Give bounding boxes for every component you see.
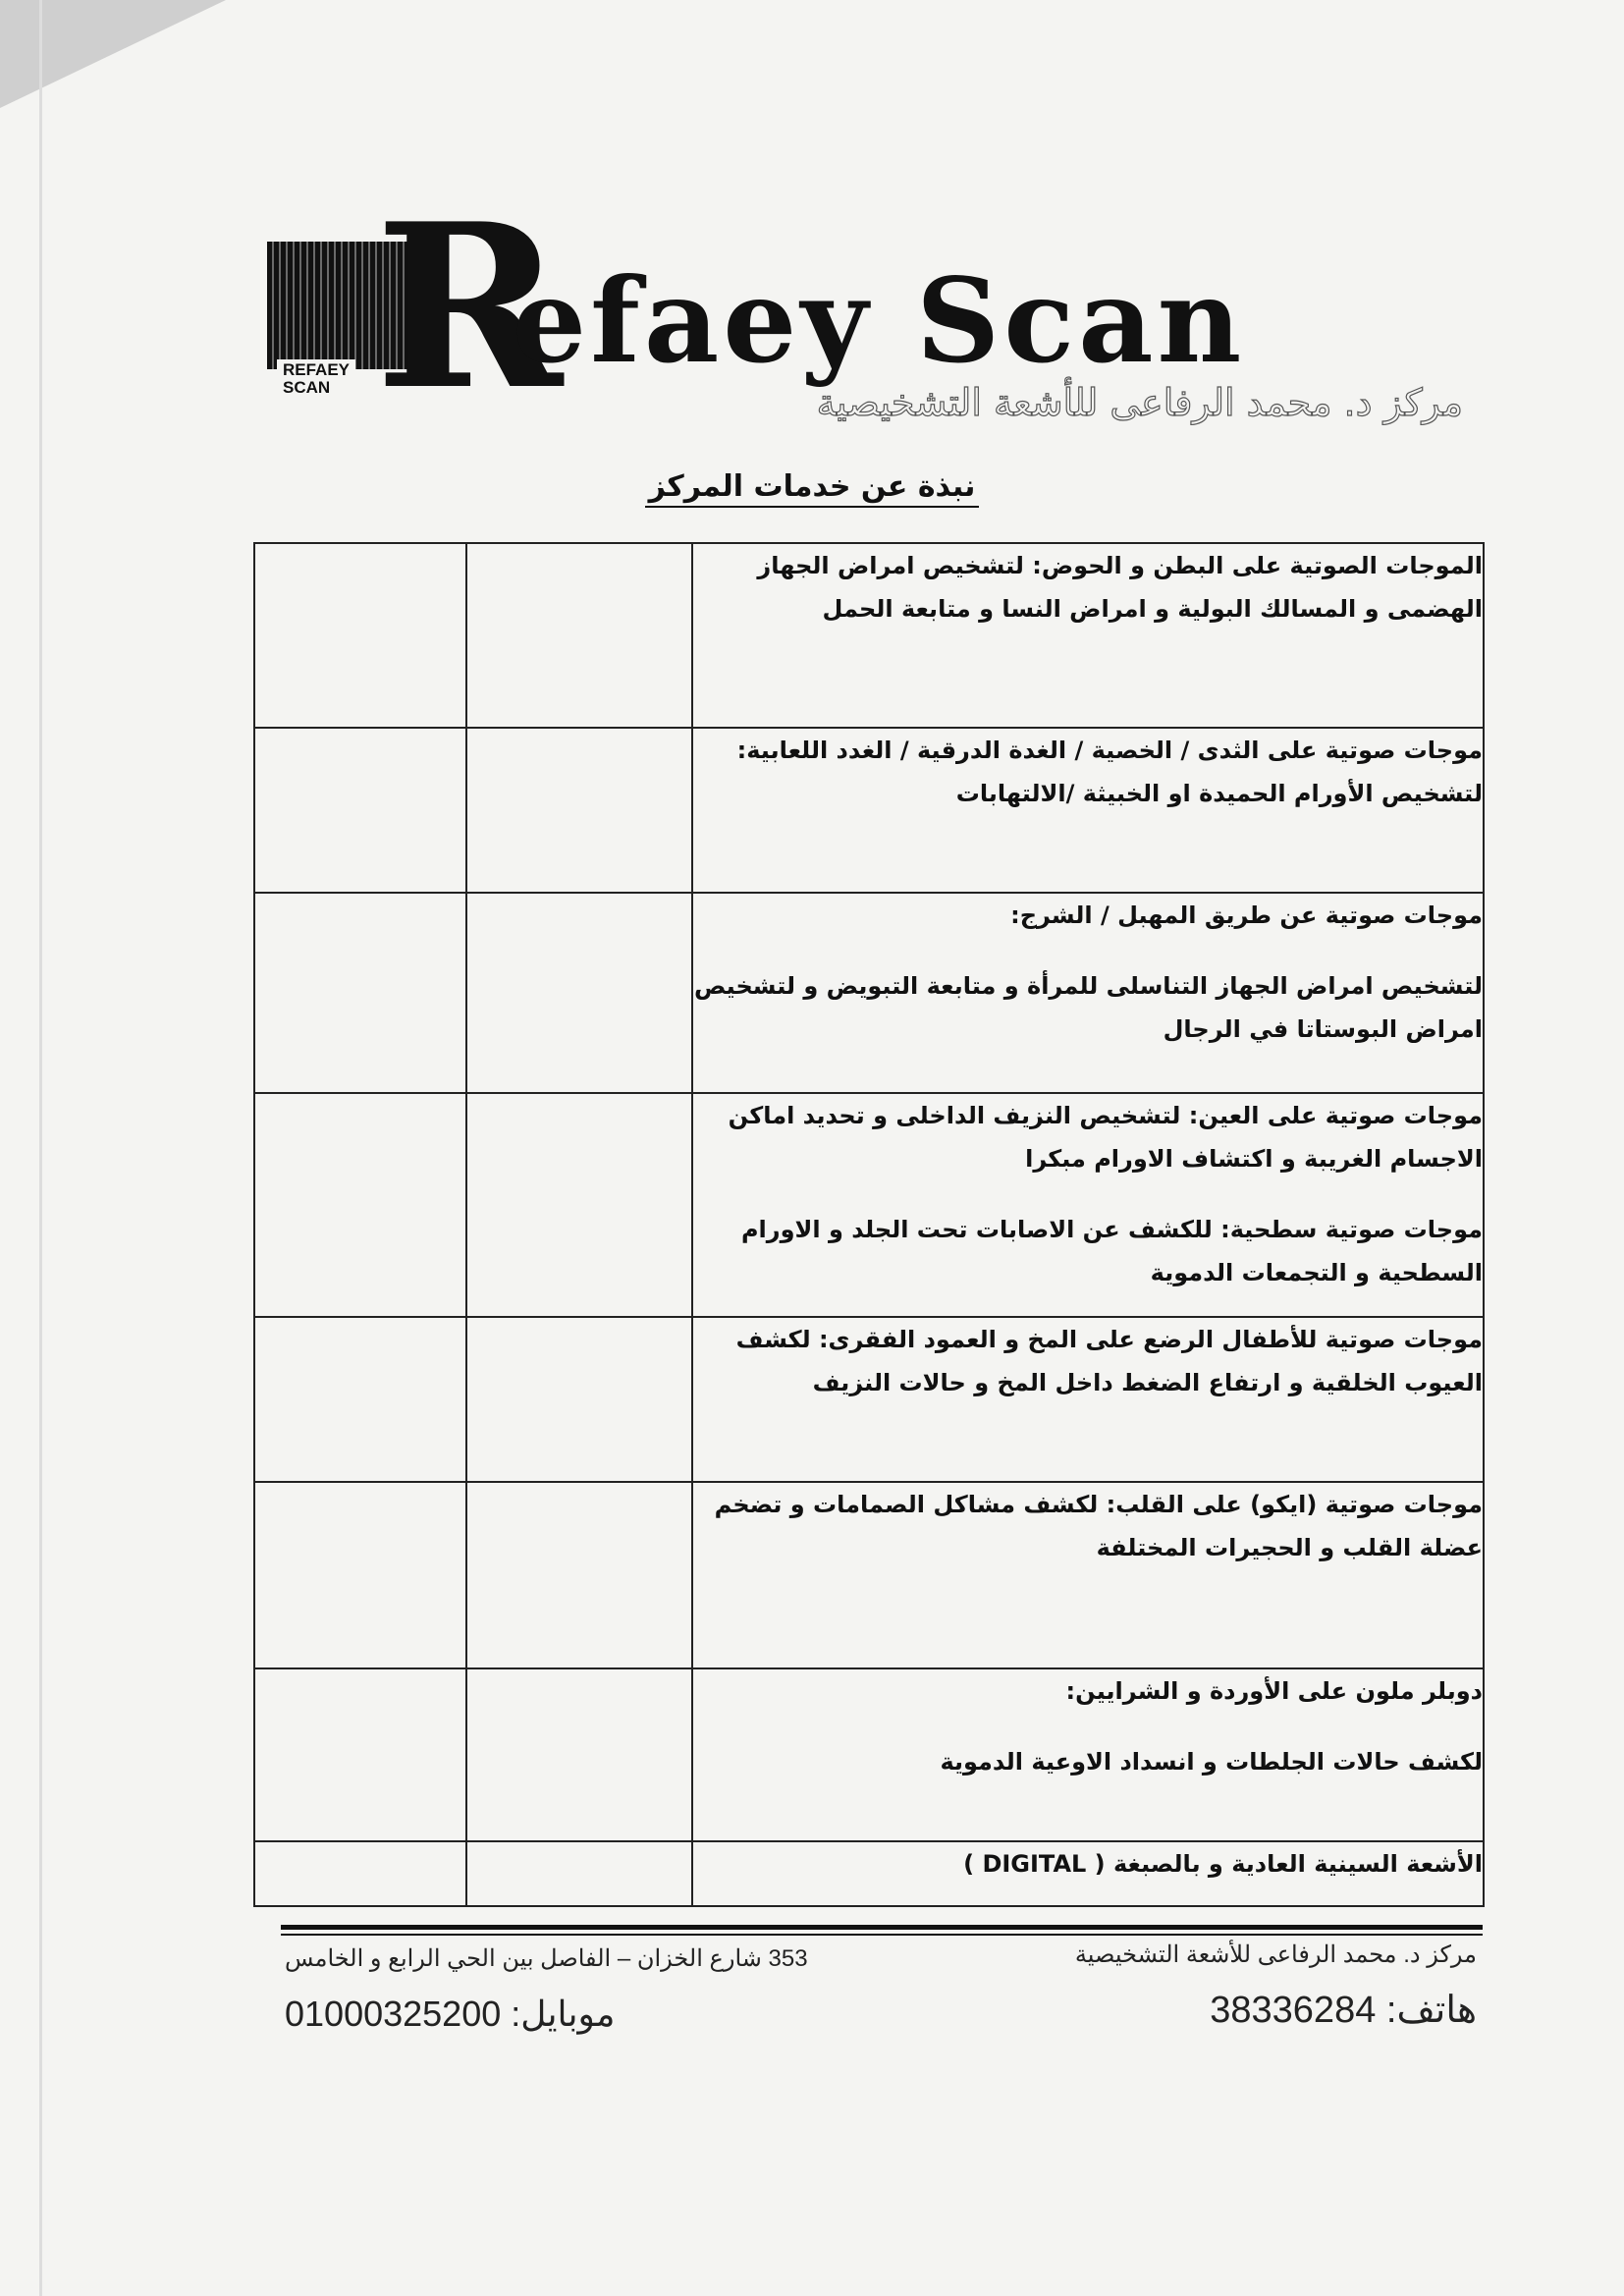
scan-image-cell xyxy=(254,543,466,728)
footer-rule-thin xyxy=(281,1934,1483,1936)
scan-image-cell xyxy=(254,1317,466,1482)
scan-image-cell xyxy=(466,1482,692,1668)
scan-image-cell xyxy=(466,1668,692,1841)
service-description xyxy=(692,1668,1484,1841)
scan-image-cell xyxy=(466,728,692,893)
logo-tagline: مركز د. محمد الرفاعى للأشعة التشخيصية xyxy=(816,381,1463,424)
footer-rule-thick xyxy=(281,1925,1483,1930)
service-description xyxy=(692,1482,1484,1668)
service-text: الأشعة السينية العادية و بالصبغة ( DIGITAL ) xyxy=(963,1850,1483,1878)
service-row xyxy=(254,1093,1484,1317)
scan-image-cell xyxy=(466,1317,692,1482)
service-row xyxy=(254,543,1484,728)
service-description xyxy=(692,1317,1484,1482)
service-description xyxy=(692,543,1484,728)
scan-image-cell xyxy=(254,728,466,893)
service-row xyxy=(254,1841,1484,1906)
logo-r-letter: R xyxy=(375,175,564,440)
logo-small-mark-line2: SCAN xyxy=(283,378,331,397)
footer-address: 353 شارع الخزان – الفاصل بين الحي الرابع و الخامس xyxy=(285,1945,808,1972)
footer-mobile xyxy=(285,1994,615,2035)
service-row xyxy=(254,1668,1484,1841)
services-table xyxy=(253,542,1485,1907)
footer-center-name: مركز د. محمد الرفاعى للأشعة التشخيصية xyxy=(1074,1941,1477,1968)
scan-image-cell xyxy=(466,893,692,1093)
service-text: دوبلر ملون على الأوردة و الشرايين: xyxy=(1065,1677,1483,1705)
service-description xyxy=(692,893,1484,1093)
scan-image-cell xyxy=(466,1093,692,1317)
service-description xyxy=(692,728,1484,893)
scan-image-cell xyxy=(254,1482,466,1668)
logo-small-mark-line1: REFAEY xyxy=(283,360,351,379)
empty-cell xyxy=(254,1841,466,1906)
scan-image-cell xyxy=(466,543,692,728)
logo xyxy=(267,175,1473,440)
mobile-number: 01000325200 xyxy=(285,1994,502,2034)
empty-cell xyxy=(466,1841,692,1906)
service-description xyxy=(692,1093,1484,1317)
service-text: موجات صوتية على العين: لتشخيص النزيف الداخلى و تحديد اماكن الاجسام الغريبة و اكتشاف الاورام مبكرا xyxy=(728,1102,1483,1173)
service-row xyxy=(254,1482,1484,1668)
logo-brand-text: efaey Scan xyxy=(513,252,1246,389)
service-text: الموجات الصوتية على البطن و الحوض: لتشخيص امراض الجهاز الهضمى و المسالك البولية و امراض النسا و متابعة الحمل xyxy=(757,552,1483,623)
service-description xyxy=(692,1841,1484,1906)
service-text: لكشف حالات الجلطات و انسداد الاوعية الدموية xyxy=(940,1748,1483,1776)
service-text: موجات صوتية للأطفال الرضع على المخ و العمود الفقرى: لكشف العيوب الخلقية و ارتفاع الضغط داخل المخ و حالات النزيف xyxy=(735,1326,1483,1396)
service-row xyxy=(254,1317,1484,1482)
footer-phone xyxy=(1210,1988,1477,2032)
folded-corner xyxy=(0,0,226,108)
mobile-label: موبايل: xyxy=(511,1994,616,2034)
service-text: موجات صوتية على الثدى / الخصية / الغدة الدرقية / الغدد اللعابية: لتشخيص الأورام الحميدة او الخبيثة /الالتهابات xyxy=(736,737,1483,807)
service-row xyxy=(254,728,1484,893)
service-text: لتشخيص امراض الجهاز التناسلى للمرأة و متابعة التبويض و لتشخيص امراض البوستاتا في الرجال xyxy=(693,972,1483,1043)
scan-image-cell xyxy=(254,893,466,1093)
page-edge xyxy=(39,0,42,2296)
service-row xyxy=(254,893,1484,1093)
phone-number: 38336284 xyxy=(1210,1990,1377,2031)
page-title-wrap xyxy=(0,469,1624,504)
scan-image-cell xyxy=(254,1668,466,1841)
service-text: موجات صوتية سطحية: للكشف عن الاصابات تحت الجلد و الاورام السطحية و التجمعات الدموية xyxy=(740,1216,1483,1286)
phone-label: هاتف: xyxy=(1385,1990,1477,2031)
page-title: نبذة عن خدمات المركز xyxy=(645,469,980,508)
service-text: موجات صوتية (ايكو) على القلب: لكشف مشاكل الصمامات و تضخم عضلة القلب و الحجيرات المختلفة xyxy=(714,1491,1483,1561)
logo-small-mark xyxy=(277,359,355,399)
service-text: موجات صوتية عن طريق المهبل / الشرج: xyxy=(1010,902,1483,929)
scan-image-cell xyxy=(254,1093,466,1317)
